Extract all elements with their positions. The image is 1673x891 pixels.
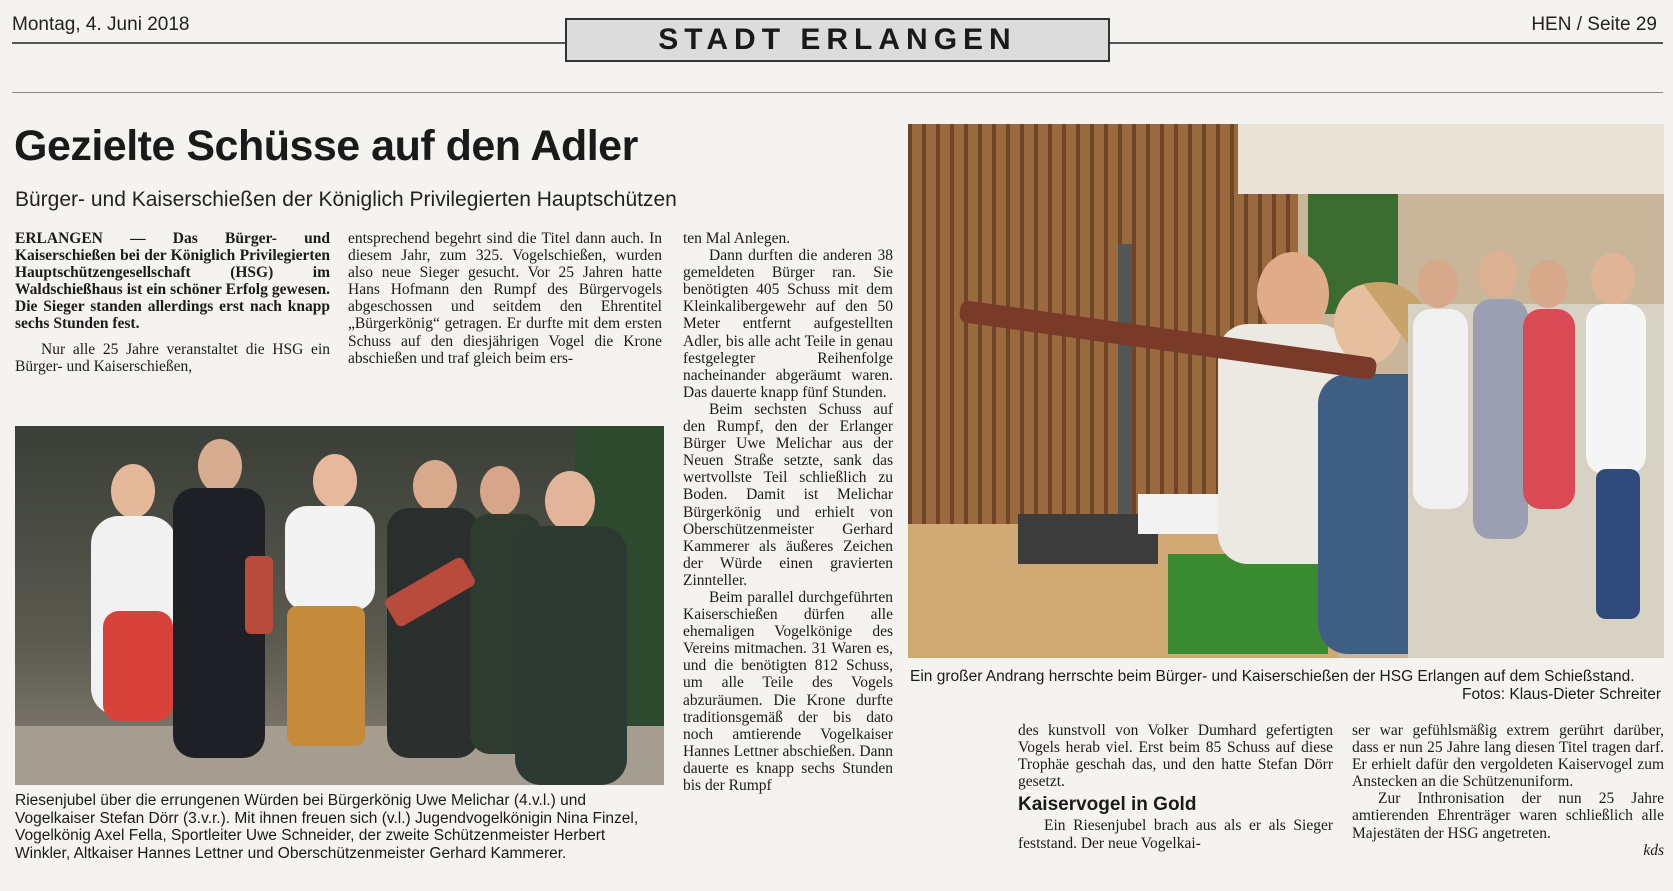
page-number: HEN / Seite 29 — [1531, 14, 1657, 35]
section-title: STADT ERLANGEN — [565, 18, 1110, 62]
article-paragraph: Zur Inthronisation der nun 25 Jahre amtierenden Ehrenträger waren schließlich alle Majestäten der HSG angetreten. — [1352, 790, 1664, 842]
article-paragraph: Ein Riesenjubel brach aus als er als Sieger feststand. Der neue Vogelkai- — [1018, 817, 1333, 852]
article-headline: Gezielte Schüsse auf den Adler — [14, 122, 638, 170]
photo-credit: Fotos: Klaus-Dieter Schreiter — [1462, 686, 1661, 703]
article-column-3 — [683, 230, 893, 794]
article-column-5 — [1352, 722, 1664, 859]
article-paragraph: des kunstvoll von Volker Dumhard gefertigten Vogels herab viel. Erst beim 85 Schuss auf diese Trophäe geschah das, und den hatte Stefan Dörr gesetzt. — [1018, 722, 1333, 791]
article-column-2 — [348, 230, 662, 367]
article-paragraph: entsprechend begehrt sind die Titel dann auch. In diesem Jahr, zum 325. Vogelschießen, wurden also neue Sieger gesucht. Vor 25 Jahren hatte Hans Hofmann den Rumpf des Bürgervogels abgeschossen und seitdem den Ehrentitel „Bürgerkönig“ getragen. Er durfte mit dem ersten Schuss auf den diesjährigen Vogel die Krone abschießen und traf gleich beim ers- — [348, 230, 662, 367]
photo-caption-left: Riesenjubel über die errungenen Würden bei Bürgerkönig Uwe Melichar (4.v.l.) und Vogelkaiser Stefan Dörr (3.v.r.). Mit ihnen freuen sich (v.l.) Jugendvogelkönigin Nina Finzel, Vogelkönig Axel Fella, Sportleiter Uwe Schneider, der zweite Schützenmeister Herbert Winkler, Altkaiser Hannes Lettner und Oberschützenmeister Gerhard Kammerer. — [15, 792, 639, 862]
article-paragraph: Nur alle 25 Jahre veranstaltet die HSG ein Bürger- und Kaiserschießen, — [15, 340, 330, 375]
section-divider — [12, 92, 1663, 93]
article-paragraph: Beim sechsten Schuss auf den Rumpf, den der Erlanger Bürger Uwe Melichar aus der Neuen Straße setzte, sank das wertvollste Teil schließlich zu Boden. Damit ist Melichar Bürgerkönig und erhielt von Oberschützenmeister Gerhard Kammerer als äußeres Zeichen der Würde einen gravierten Zinnteller. — [683, 400, 893, 589]
photo-shooting-club-winners — [15, 426, 664, 785]
issue-date: Montag, 4. Juni 2018 — [12, 14, 190, 35]
article-paragraph: Beim parallel durchgeführten Kaiserschießen dürfen alle ehemaligen Vogelkönige des Vereins mitmachen. 31 Waren es, und die benötigten 812 Schuss, um alle Teile des Vogels abzuräumen. Die Krone durfte traditionsgemäß der bis dato noch amtierende Vogelkaiser Hannes Lettner abschießen. Dann dauerte es knapp sechs Stunden bis der Rumpf — [683, 588, 893, 794]
article-lead: ERLANGEN — Das Bürger- und Kaiserschießen bei der Königlich Privilegierten Hauptschützengesellschaft (HSG) im Waldschießhaus ist ein schöner Erfolg gewesen. Die Sieger standen allerdings erst nach knapp sechs Stunden fest. — [15, 230, 330, 333]
photo-caption-right: Ein großer Andrang herrschte beim Bürger- und Kaiserschießen der HSG Erlangen auf dem Schießstand. — [910, 668, 1635, 685]
header-rule-left — [12, 42, 565, 44]
article-subheading: Kaiservogel in Gold — [1018, 794, 1197, 816]
article-subheadline: Bürger- und Kaiserschießen der Königlich Privilegierten Hauptschützen — [15, 188, 677, 211]
photo-shooting-range — [908, 124, 1664, 658]
header-rule-right — [1110, 42, 1663, 44]
article-paragraph: ser war gefühlsmäßig extrem gerührt darüber, dass er nun 25 Jahre lang diesen Titel tragen darf. Er erhielt dafür den vergoldeten Kaiservogel zum Anstecken an die Schützenuniform. — [1352, 722, 1664, 791]
article-paragraph: Dann durften die anderen 38 gemeldeten Bürger ran. Sie benötigten 405 Schuss mit dem Kleinkalibergewehr auf den 50 Meter entfernt aufgestellten Adler, bis alle acht Teile in genau festgelegter Reihenfolge nacheinander abgeräumt waren. Das dauerte knapp fünf Stunden. — [683, 247, 893, 401]
article-column-4 — [1018, 722, 1333, 852]
author-signature: kds — [1643, 841, 1664, 859]
article-paragraph: ten Mal Anlegen. — [683, 230, 791, 247]
article-column-1 — [15, 230, 330, 375]
